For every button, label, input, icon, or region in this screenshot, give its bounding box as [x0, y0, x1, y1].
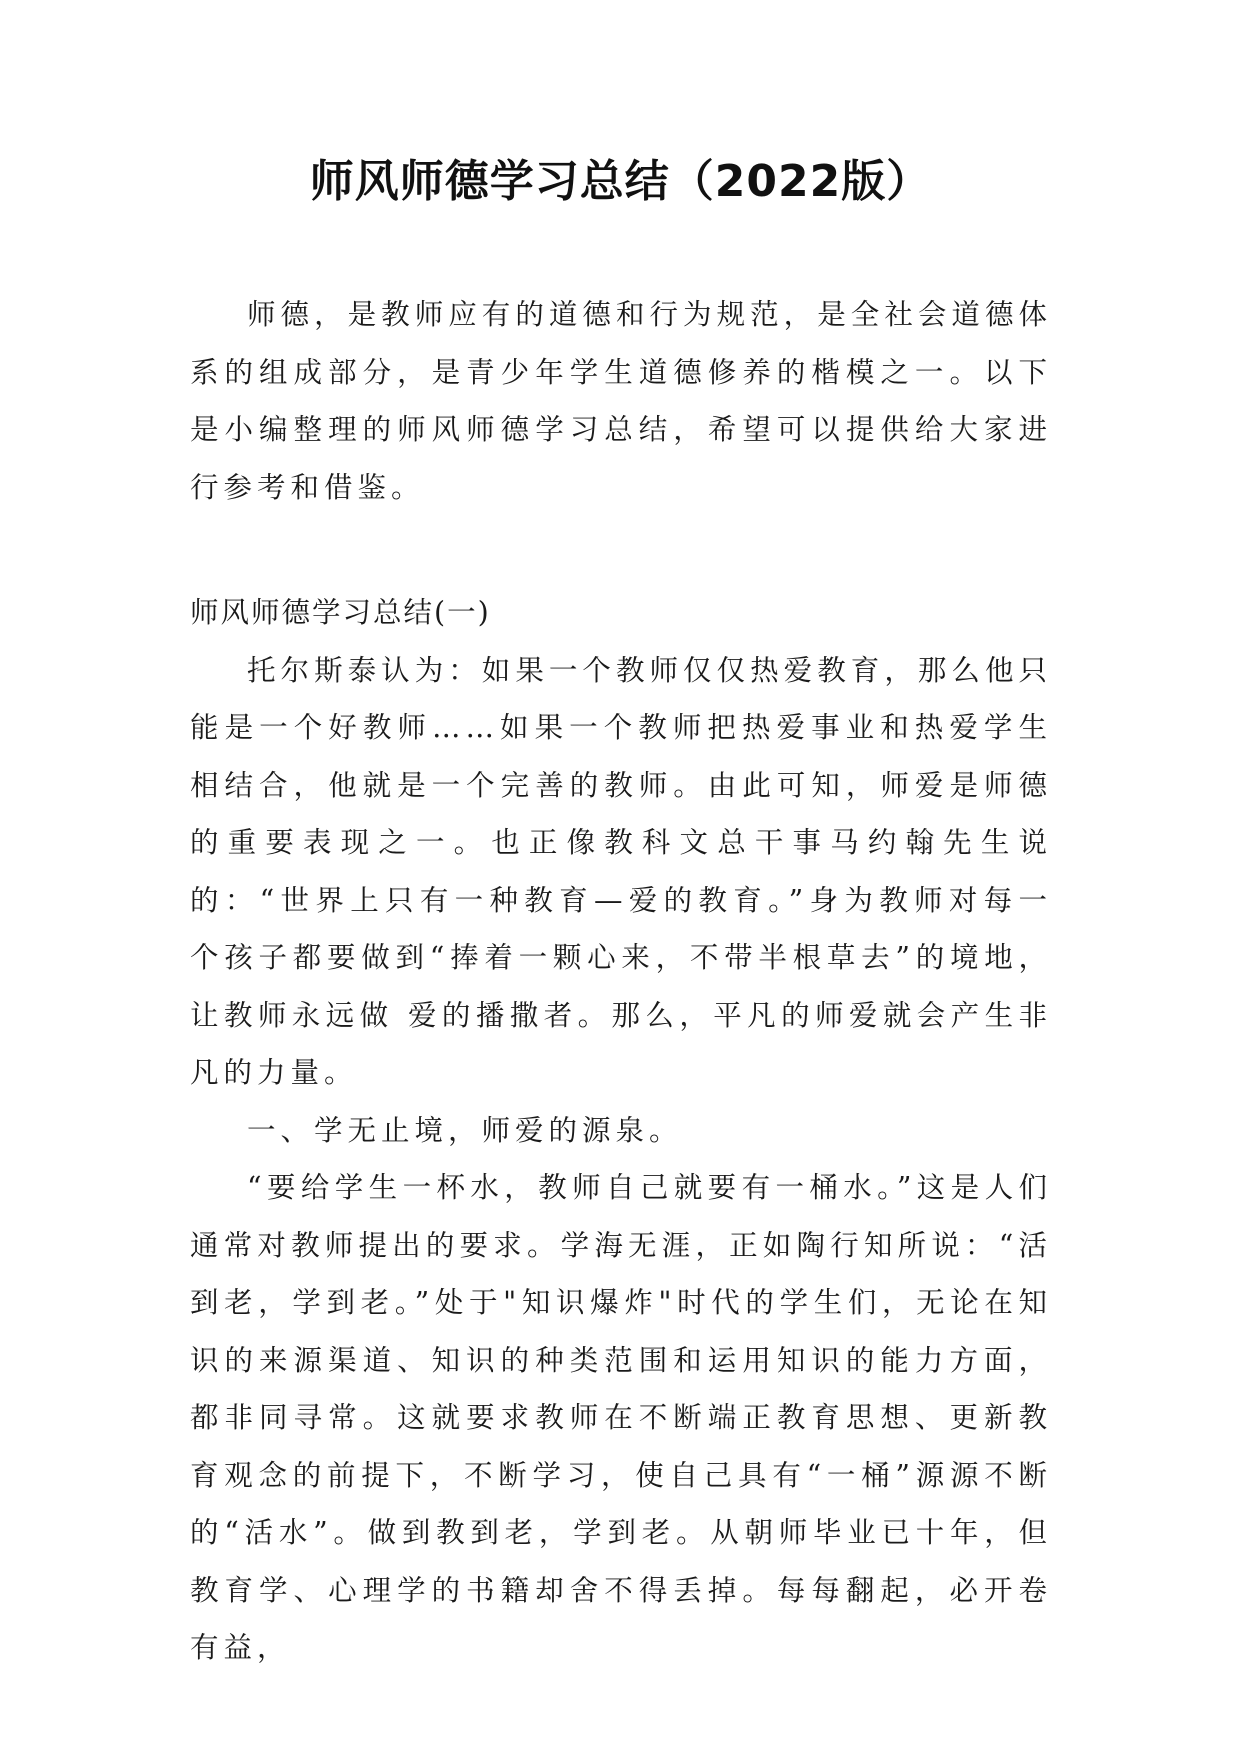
subsection-heading: 一、学无止境，师爱的源泉。 — [247, 1113, 683, 1147]
document-title: 师风师德学习总结（2022版） — [309, 156, 932, 207]
body-paragraph-2: “要给学生一杯水，教师自己就要有一桶水。”这是人们通常对教师提出的要求。学海无涯，正如陶行知所说：“活到老，学到老。”处于"知识爆炸"时代的学生们，无论在知识的来源渠道、知识的种类范围和运用知识的能力方面，都非同寻常。这就要求教师在不断端正教育思想、更新教育观念的前提下，不断学习，使自己具有“一桶”源源不断的“活水”。做到教到老，学到老。从朝师毕业已十年，但教育学、心理学的书籍却舍不得丢掉。每每翻起，必开卷有益， — [190, 1171, 1052, 1664]
body-paragraph-1: 托尔斯泰认为：如果一个教师仅仅热爱教育，那么他只能是一个好教师……如果一个教师把热爱事业和热爱学生相结合，他就是一个完善的教师。由此可知，师爱是师德的重要表现之一。也正像教科文总干事马约翰先生说的：“世界上只有一种教育—爱的教育。”身为教师对每一个孩子都要做到“捧着一颗心来，不带半根草去”的境地，让教师永远做 爱的播撒者。那么，平凡的师爱就会产生非凡的力量。 — [190, 653, 1052, 1089]
section-heading: 师风师德学习总结(一) — [190, 596, 491, 629]
article-block — [190, 584, 1052, 1677]
intro-paragraph: 师德，是教师应有的道德和行为规范，是全社会道德体系的组成部分，是青少年学生道德修养的楷模之一。以下是小编整理的师风师德学习总结，希望可以提供给大家进行参考和借鉴。 — [190, 298, 1052, 504]
intro-block — [190, 286, 1052, 516]
